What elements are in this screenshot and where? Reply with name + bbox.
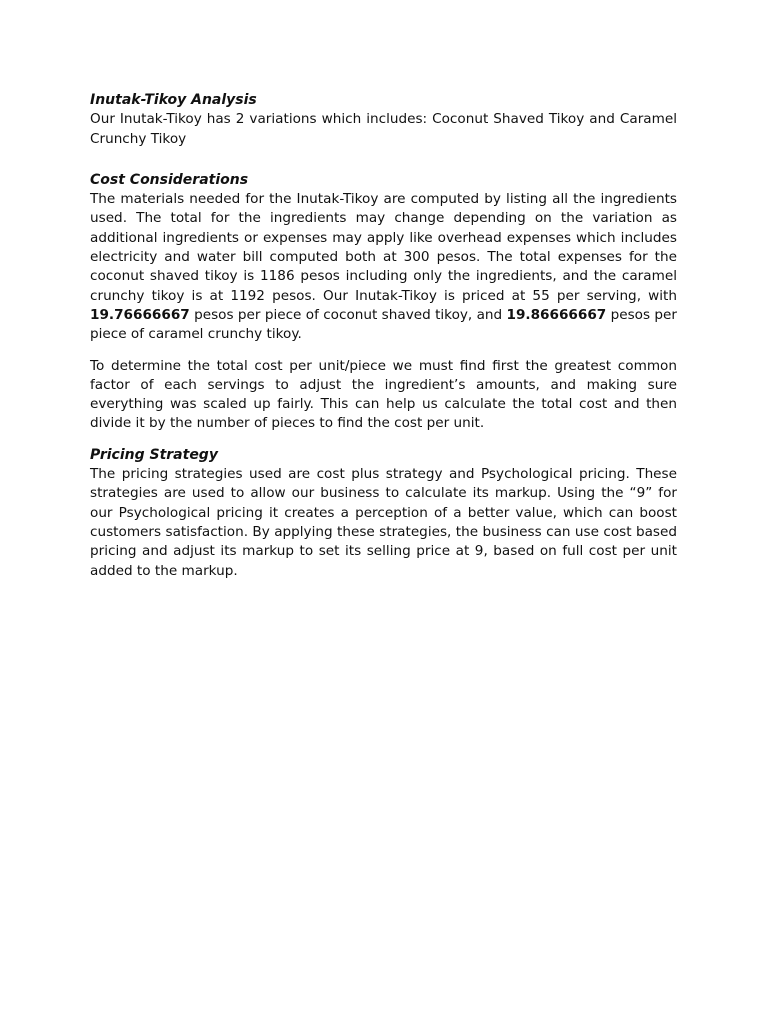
- cost-per-piece-caramel: 19.86666667: [506, 306, 607, 323]
- document-page: [90, 91, 677, 581]
- section-heading-pricing: Pricing Strategy: [90, 446, 218, 463]
- section-heading-cost: Cost Considerations: [90, 171, 249, 188]
- cost-text-part-a: The materials needed for the Inutak-Tikoy are computed by listing all the ingredients used. The total for the ingredients may change depending on the variation as additional ingredients or expenses may apply like overhead expenses which includes electricity and water bill computed both at 300 pesos. The total expenses for the coconut shaved tikoy is 1186 pesos including only the ingredients, and the caramel crunchy tikoy is at 1192 pesos. Our Inutak-Tikoy is priced at 55 per serving, with: [90, 191, 677, 304]
- pricing-paragraph: The pricing strategies used are cost plus strategy and Psychological pricing. These strategies are used to allow our business to calculate its markup. Using the “9” for our Psychological pricing it creates a perception of a better value, which can boost customers satisfaction. By applying these strategies, the business can use cost based pricing and adjust its markup to set its selling price at 9, based on full cost per unit added to the markup.: [90, 466, 677, 579]
- spacer: [90, 434, 677, 446]
- analysis-paragraph: Our Inutak-Tikoy has 2 variations which includes: Coconut Shaved Tikoy and Caramel Crunchy Tikoy: [90, 111, 677, 147]
- cost-per-unit-paragraph: To determine the total cost per unit/piece we must find first the greatest common factor of each servings to adjust the ingredient’s amounts, and making sure everything was scaled up fairly. This can help us calculate the total cost and then divide it by the number of pieces to find the cost per unit.: [90, 357, 677, 432]
- cost-text-part-b: pesos per piece of coconut shaved tikoy, and: [189, 306, 507, 323]
- cost-per-piece-coconut: 19.76666667: [90, 306, 190, 323]
- cost-text-part-c: pesos per piece of caramel crunchy tikoy.: [90, 306, 677, 343]
- section-heading-analysis: Inutak-Tikoy Analysis: [90, 92, 257, 108]
- cost-paragraph: [90, 190, 677, 344]
- spacer: [90, 345, 677, 357]
- spacer: [90, 149, 677, 171]
